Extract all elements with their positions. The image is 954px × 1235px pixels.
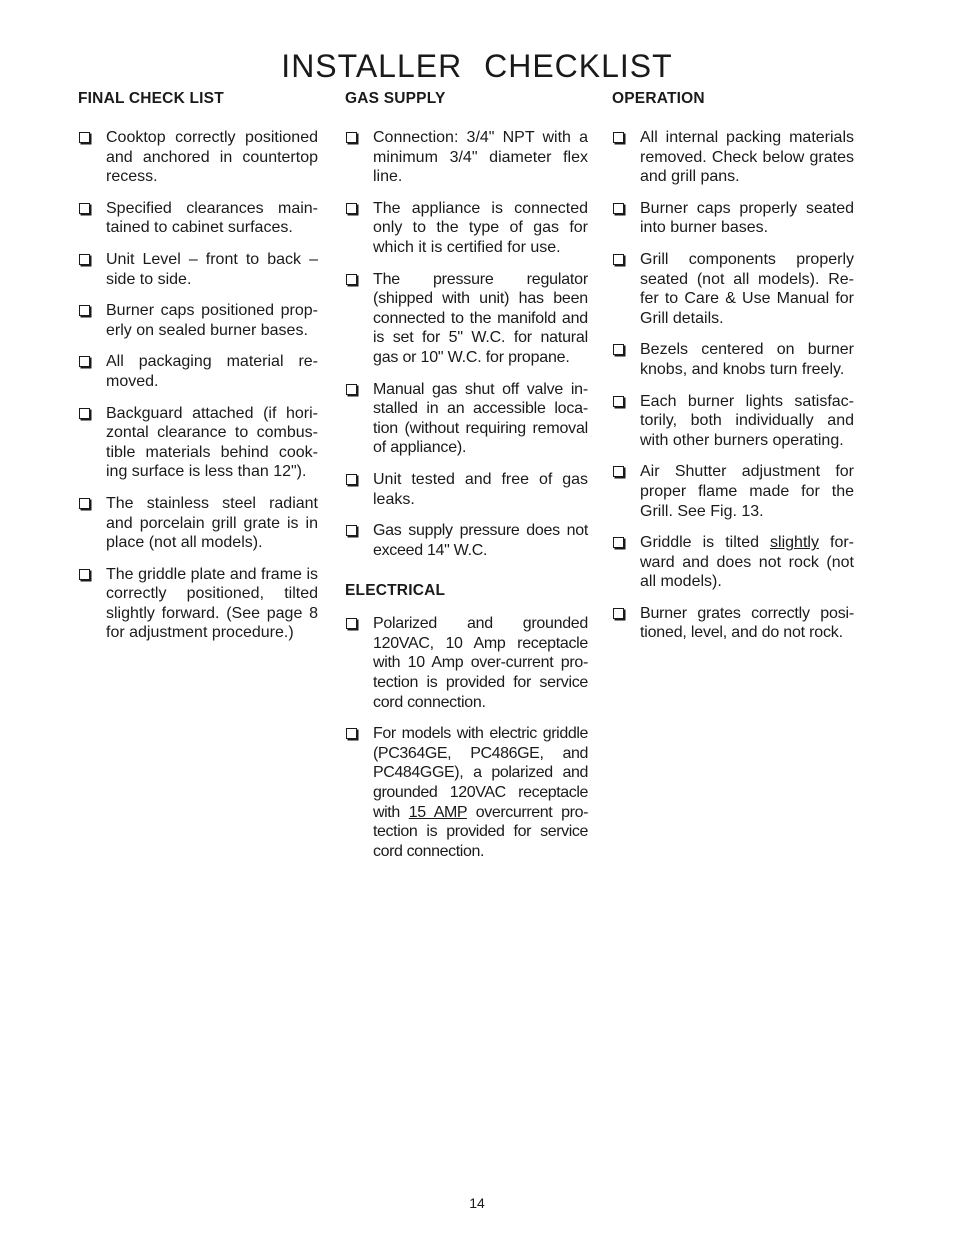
checkbox-icon	[346, 384, 357, 395]
underlined-text: slightly	[770, 534, 819, 552]
gas-supply-list	[345, 128, 588, 560]
checkbox-icon	[79, 203, 90, 214]
checkbox-icon	[613, 203, 624, 214]
gas-supply-heading: GAS SUPPLY	[345, 90, 446, 107]
checkbox-icon	[79, 498, 90, 509]
checklist-item: Burner caps properly seated into burner bases.	[612, 199, 854, 238]
checklist-item: Polarized and grounded 120VAC, 10 Amp receptacle with 10 Amp over-current pro-tection is provided for service cord connection.	[345, 614, 588, 712]
page-title: INSTALLER CHECKLIST	[281, 48, 673, 84]
checkbox-icon	[79, 408, 90, 419]
checkbox-icon	[79, 132, 90, 143]
checkbox-icon	[613, 608, 624, 619]
electrical-list	[345, 614, 588, 861]
checklist-item: The pressure regulator (shipped with unit) has been connected to the manifold and is set for 5" W.C. for natural gas or 10" W.C. for propane.	[345, 270, 588, 368]
checklist-item: Unit tested and free of gas leaks.	[345, 470, 588, 509]
final-check-list-heading: FINAL CHECK LIST	[78, 90, 224, 107]
checkbox-icon	[613, 254, 624, 265]
checkbox-icon	[346, 525, 357, 536]
checkbox-icon	[346, 274, 357, 285]
checkbox-icon	[346, 618, 357, 629]
final-check-list-column	[78, 90, 318, 655]
checklist-item: Air Shutter adjustment for proper flame made for the Grill. See Fig. 13.	[612, 462, 854, 521]
checklist-item: The appliance is connected only to the type of gas for which it is certified for use.	[345, 199, 588, 258]
checklist-item: Griddle is tilted slightly for-ward and does not rock (not all models).	[612, 533, 854, 592]
checkbox-icon	[346, 203, 357, 214]
checklist-item: Manual gas shut off valve in-stalled in an accessible loca-tion (without requiring removal of appliance).	[345, 380, 588, 458]
checkbox-icon	[613, 132, 624, 143]
checklist-item: Burner caps positioned prop-erly on sealed burner bases.	[78, 301, 318, 340]
checklist-item: Grill components properly seated (not all models). Re-fer to Care & Use Manual for Grill details.	[612, 250, 854, 328]
checkbox-icon	[346, 474, 357, 485]
page-number: 14	[469, 1195, 485, 1211]
gas-supply-column	[345, 90, 588, 873]
checklist-item: Gas supply pressure does not exceed 14" W.C.	[345, 521, 588, 560]
checkbox-icon	[613, 537, 624, 548]
checklist-item: Each burner lights satisfac-torily, both individually and with other burners operating.	[612, 392, 854, 451]
checklist-item: Cooktop correctly positioned and anchored in countertop recess.	[78, 128, 318, 187]
operation-column	[612, 90, 854, 655]
checkbox-icon	[79, 305, 90, 316]
operation-heading: OPERATION	[612, 90, 705, 107]
electrical-heading: ELECTRICAL	[345, 582, 446, 600]
checklist-item: Bezels centered on burner knobs, and knobs turn freely.	[612, 340, 854, 379]
checklist-item: The griddle plate and frame is correctly positioned, tilted slightly forward. (See page 8 for adjustment procedure.)	[78, 565, 318, 643]
checkbox-icon	[79, 356, 90, 367]
checkbox-icon	[346, 132, 357, 143]
checkbox-icon	[79, 254, 90, 265]
operation-list	[612, 128, 854, 643]
checkbox-icon	[613, 466, 624, 477]
checklist-item: For models with electric griddle (PC364GE, PC486GE, and PC484GGE), a polarized and grounded 120VAC receptacle with 15 AMP overcurrent pro-tection is provided for service cord connection.	[345, 724, 588, 861]
checkbox-icon	[79, 569, 90, 580]
checklist-item: Specified clearances main-tained to cabinet surfaces.	[78, 199, 318, 238]
checklist-item: All packaging material re-moved.	[78, 352, 318, 391]
final-check-list	[78, 128, 318, 643]
checkbox-icon	[613, 396, 624, 407]
underlined-text: 15 AMP	[408, 803, 467, 821]
checkbox-icon	[613, 344, 624, 355]
checklist-item: Burner grates correctly posi-tioned, level, and do not rock.	[612, 604, 854, 643]
checklist-item: All internal packing materials removed. Check below grates and grill pans.	[612, 128, 854, 187]
checklist-item: Connection: 3/4" NPT with a minimum 3/4" diameter flex line.	[345, 128, 588, 187]
checklist-item: Unit Level – front to back – side to side.	[78, 250, 318, 289]
checklist-item: Backguard attached (if hori-zontal clearance to combus-tible materials behind cook-ing surface is less than 12").	[78, 404, 318, 482]
checkbox-icon	[346, 728, 357, 739]
checklist-item: The stainless steel radiant and porcelain grill grate is in place (not all models).	[78, 494, 318, 553]
